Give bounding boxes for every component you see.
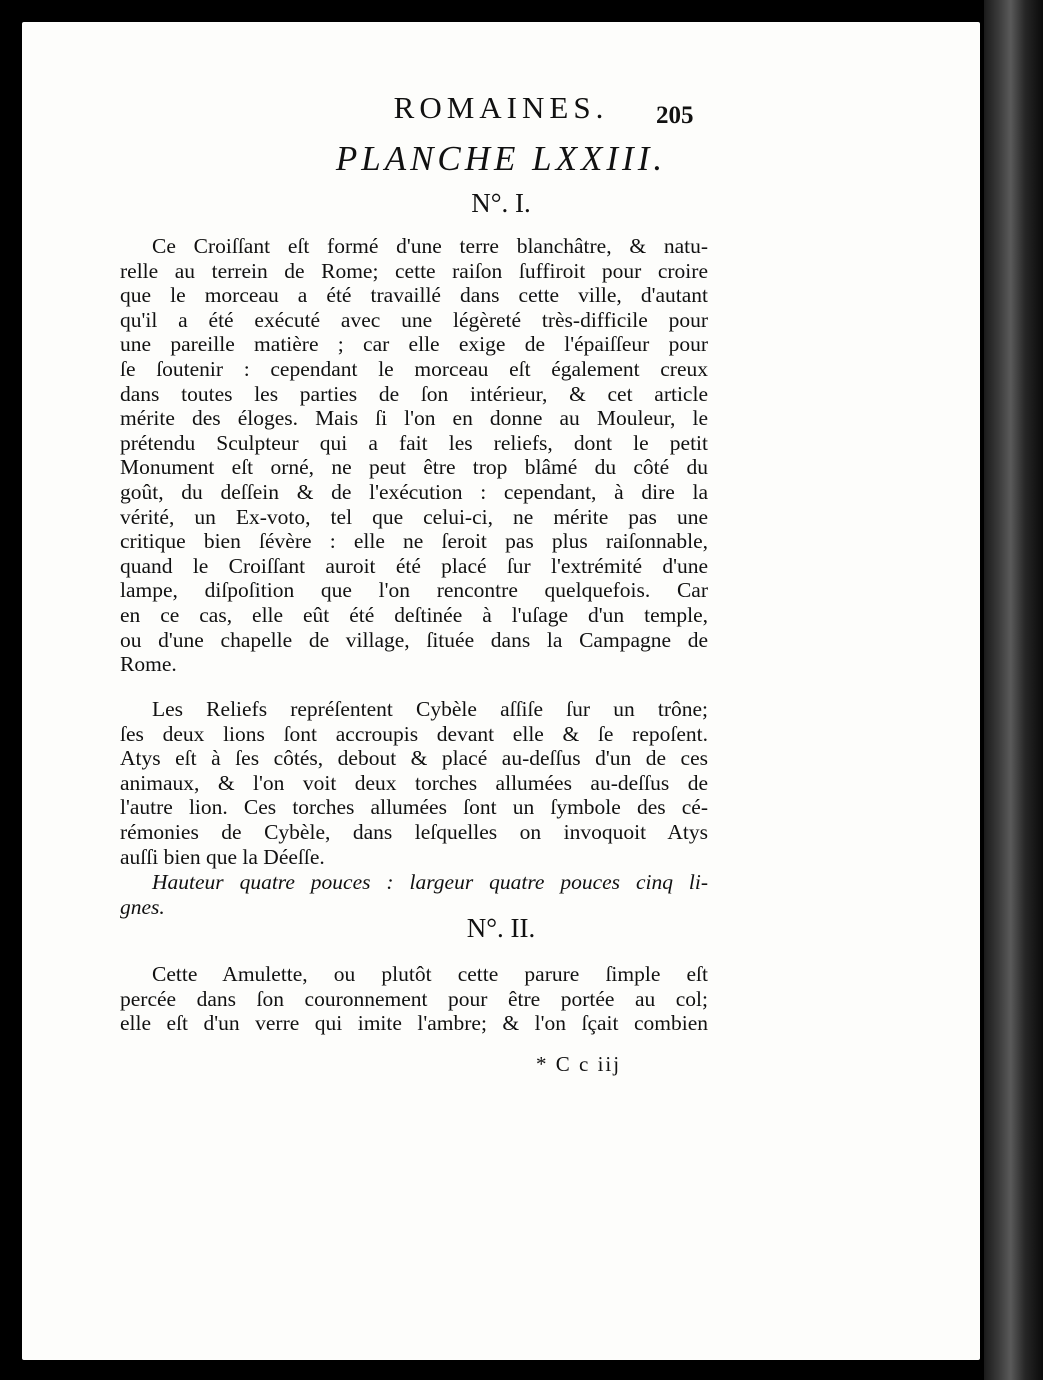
text-line: l'autre lion. Ces torches allumées ſont un ſymbole des cé- [120, 795, 708, 820]
text-line: Rome. [120, 652, 177, 677]
text-line: lampe, diſpoſition que l'on rencontre quelquefois. Car [120, 578, 708, 603]
page-number: 205 [656, 102, 694, 129]
text-line: vérité, un Ex-voto, tel que celui-ci, ne mérite pas une [120, 504, 708, 529]
text-line: critique bien ſévère : elle ne ſeroit pas plus raiſonnable, [120, 529, 708, 554]
dimensions-note [120, 870, 708, 919]
text-line: quand le Croiſſant auroit été placé ſur l'extrémité d'une [120, 553, 708, 578]
book-edge-shadow [984, 0, 1043, 1380]
text-line: mérite des éloges. Mais ſi l'on en donne au Mouleur, le [120, 406, 708, 431]
text-line: Cette Amulette, ou plutôt cette parure ſimple eſt [152, 962, 708, 986]
text-line: Hauteur quatre pouces : largeur quatre pouces cinq li- [152, 870, 708, 894]
plate-title: PLANCHE LXXIII. [335, 139, 667, 178]
section-1-paragraph-2 [120, 697, 708, 869]
running-head: ROMAINES. [393, 90, 609, 125]
text-line: Les Reliefs repréſentent Cybèle aſſiſe ſur un trône; [152, 697, 708, 721]
text-line: prétendu Sculpteur qui a fait les reliefs, dont le petit [120, 430, 708, 455]
text-line: Atys eſt à ſes côtés, debout & placé au-deſſus d'un de ces [120, 746, 708, 771]
section-number-1: N°. I. [471, 188, 531, 218]
text-line: une pareille matière ; car elle exige de l'épaiſſeur pour [120, 332, 708, 357]
text-line: qu'il a été exécuté avec une légèreté très-difficile pour [120, 307, 708, 332]
text-line: ou d'une chapelle de village, ſituée dans la Campagne de [120, 627, 708, 652]
text-line: relle au terrein de Rome; cette raiſon ſuffiroit pour croire [120, 258, 708, 283]
text-line: ſe ſoutenir : cependant le morceau eſt également creux [120, 356, 708, 381]
section-2-paragraph-1 [120, 962, 708, 1036]
text-line: ſes deux lions ſont accroupis devant elle & ſe repoſent. [120, 721, 708, 746]
section-1-paragraph-1 [120, 234, 708, 677]
book-page [22, 22, 980, 1360]
text-line: animaux, & l'on voit deux torches allumées au-deſſus de [120, 770, 708, 795]
section-number-2: N°. II. [466, 913, 536, 943]
text-line: gnes. [120, 894, 165, 919]
text-line: rémonies de Cybèle, dans leſquelles on invoquoit Atys [120, 819, 708, 844]
text-line: elle eſt d'un verre qui imite l'ambre; & l'on ſçait combien [120, 1011, 708, 1036]
text-line: Monument eſt orné, ne peut être trop blâmé du côté du [120, 455, 708, 480]
text-line: goût, du deſſein & de l'exécution : cependant, à dire la [120, 479, 708, 504]
text-line: que le morceau a été travaillé dans cette ville, d'autant [120, 283, 708, 308]
text-line: auſſi bien que la Déeſſe. [120, 844, 325, 869]
text-line: Ce Croiſſant eſt formé d'une terre blanchâtre, & natu- [152, 234, 708, 258]
text-line: en ce cas, elle eût été deſtinée à l'uſage d'un temple, [120, 602, 708, 627]
text-line: dans toutes les parties de ſon intérieur, & cet article [120, 381, 708, 406]
signature-mark: * C c iij [536, 1052, 622, 1076]
text-line: percée dans ſon couronnement pour être portée au col; [120, 986, 708, 1011]
